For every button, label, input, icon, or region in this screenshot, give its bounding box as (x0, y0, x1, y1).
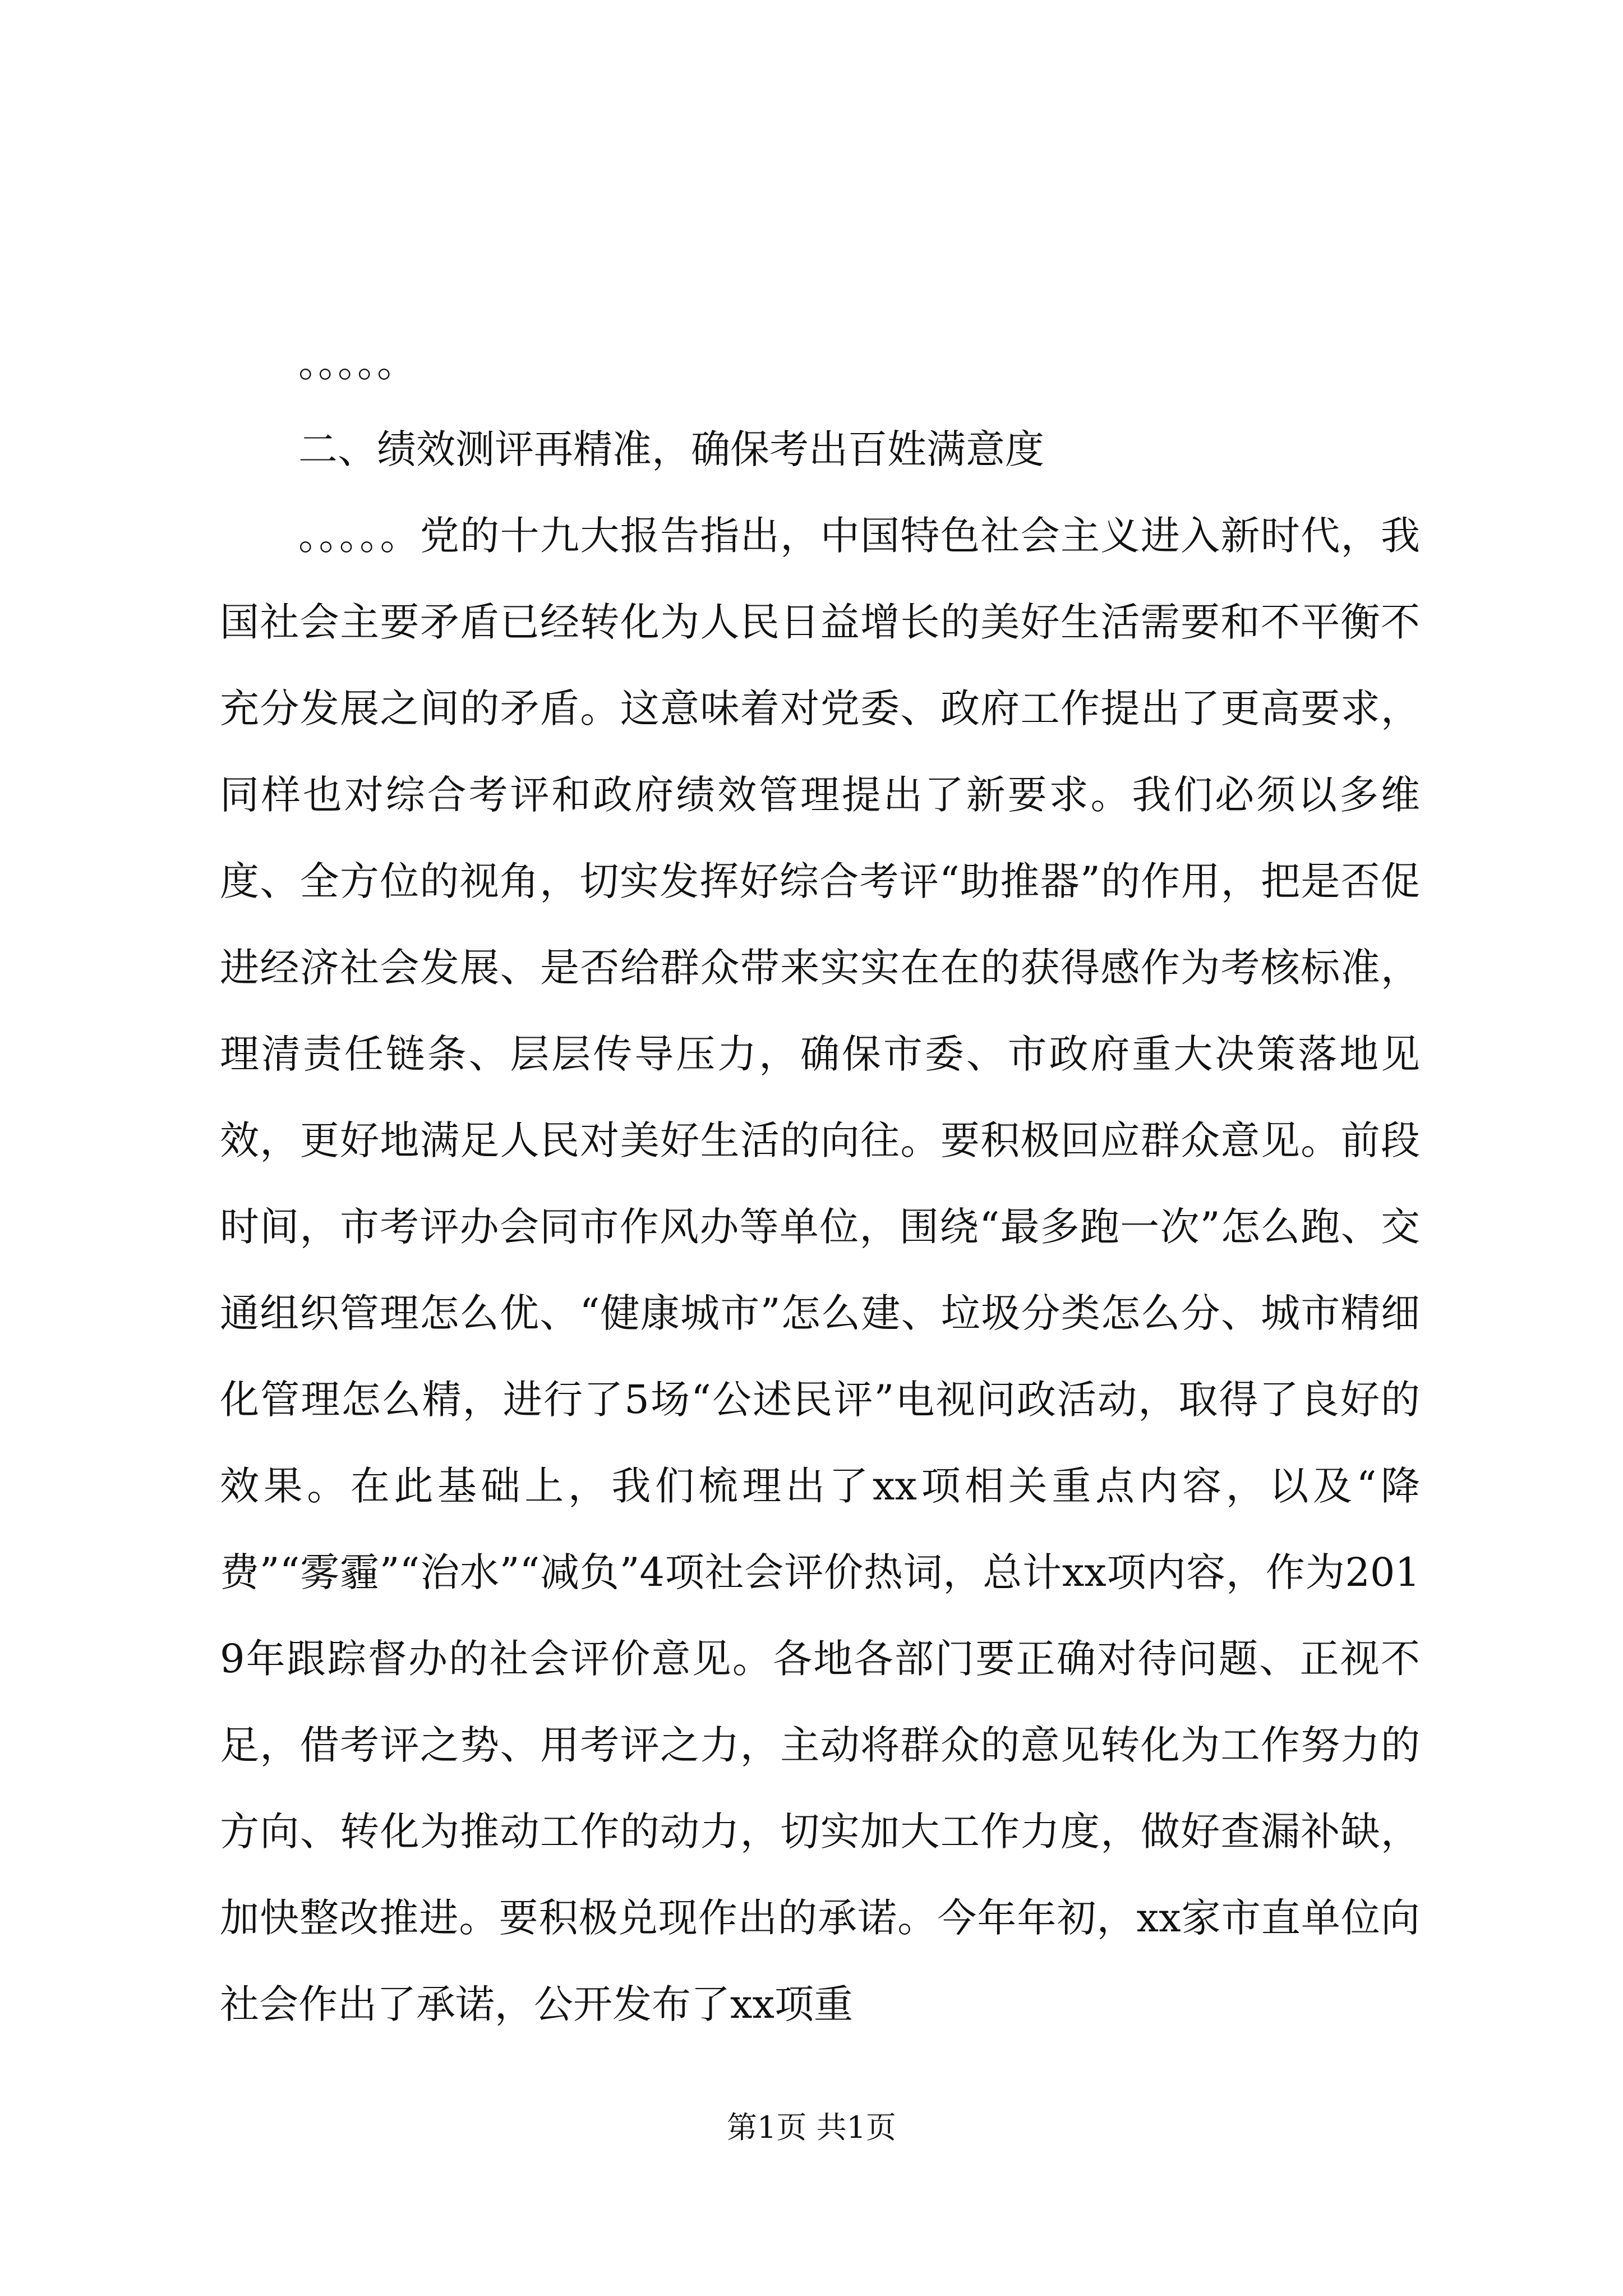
section-heading: 二、绩效测评再精准，确保考出百姓满意度 (298, 426, 1044, 472)
paragraph-main: 。。。。。党的十九大报告指出，中国特色社会主义进入新时代，我国社会主要矛盾已经转化为人民日益增长的美好生活需要和不平衡不充分发展之间的矛盾。这意味着对党委、政府工作提出了更高要求，同样也对综合考评和政府绩效管理提出了新要求。我们必须以多维度、全方位的视角，切实发挥好综合考评“助推器”的作用，把是否促进经济社会发展、是否给群众带来实实在在的获得感作为考核标准，理清责任链条、层层传导压力，确保市委、市政府重大决策落地见效，更好地满足人民对美好生活的向往。要积极回应群众意见。前段时间，市考评办会同市作风办等单位，围绕“最多跑一次”怎么跑、交通组织管理怎么优、“健康城市”怎么建、垃圾分类怎么分、城市精细化管理怎么精，进行了5场“公述民评”电视问政活动，取得了良好的效果。在此基础上，我们梳理出了xx项相关重点内容，以及“降费”“雾霾”“治水”“减负”4项社会评价热词，总计xx项内容，作为2019年跟踪督办的社会评价意见。各地各部门要正确对待问题、正视不足，借考评之势、用考评之力，主动将群众的意见转化为工作努力的方向、转化为推动工作的动力，切实加大工作力度，做好查漏补缺，加快整改推进。要积极兑现作出的承诺。今年年初，xx家市直单位向社会作出了承诺，公开发布了xx项重 (220, 513, 1420, 2027)
document-body (220, 320, 1420, 2047)
paragraph-ellipsis: 。。。。。 (298, 340, 416, 386)
page-footer: 第1页 共1页 (727, 2110, 896, 2145)
